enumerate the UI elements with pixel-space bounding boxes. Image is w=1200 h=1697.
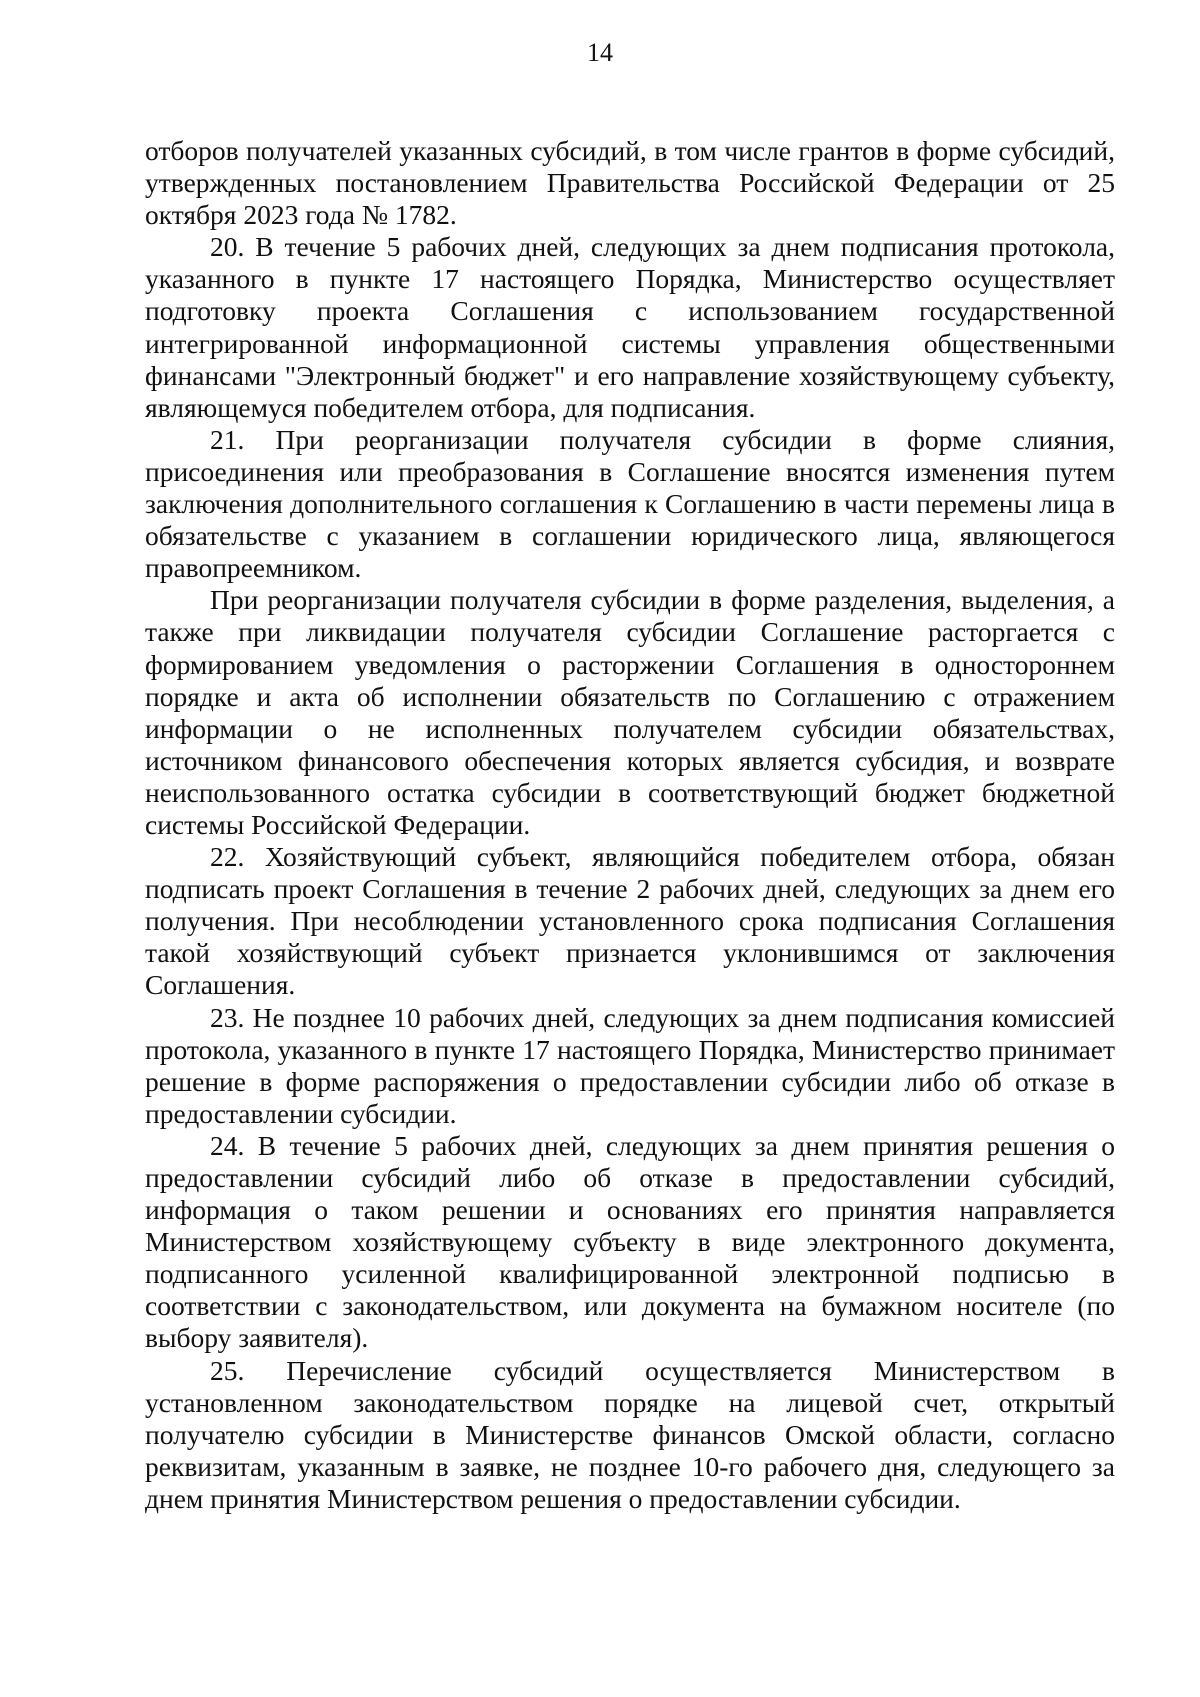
paragraph-item-25: 25. Перечисление субсидий осуществляется Министерством в установленном законодательством порядке на лицевой счет, открытый получателю субсидии в Министерстве финансов Омской области, согласно реквизитам, указанным в заявке, не позднее 10-го рабочего дня, следующего за днем принятия Министерством решения о предоставлении субсидии.: [145, 1354, 1115, 1514]
document-body: [145, 135, 1115, 1515]
paragraph-item-21-continued: При реорганизации получателя субсидии в форме разделения, выделения, а также при ликвидации получателя субсидии Соглашение расторгается с формированием уведомления о расторжении Соглашения в одностороннем порядке и акта об исполнении обязательств по Соглашению с отражением информации о не исполненных получателем субсидии обязательствах, источником финансового обеспечения которых является субсидия, и возврате неиспользованного остатка субсидии в соответствующий бюджет бюджетной системы Российской Федерации.: [145, 584, 1115, 840]
paragraph-item-22: 22. Хозяйствующий субъект, являющийся победителем отбора, обязан подписать проект Соглашения в течение 2 рабочих дней, следующих за днем его получения. При несоблюдении установленного срока подписания Соглашения такой хозяйствующий субъект признается уклонившимся от заключения Соглашения.: [145, 841, 1115, 1001]
page-number: 14: [587, 38, 613, 67]
paragraph-item-24: 24. В течение 5 рабочих дней, следующих за днем принятия решения о предоставлении субсидий либо об отказе в предоставлении субсидий, информация о таком решении и основаниях его принятия направляется Министерством хозяйствующему субъекту в виде электронного документа, подписанного усиленной квалифицированной электронной подписью в соответствии с законодательством, или документа на бумажном носителе (по выбору заявителя).: [145, 1129, 1115, 1354]
paragraph-item-20: 20. В течение 5 рабочих дней, следующих за днем подписания протокола, указанного в пункте 17 настоящего Порядка, Министерство осуществляет подготовку проекта Соглашения с использованием государственной интегрированной информационной системы управления общественными финансами "Электронный бюджет" и его направление хозяйствующему субъекту, являющемуся победителем отбора, для подписания.: [145, 231, 1115, 423]
paragraph-item-21: 21. При реорганизации получателя субсидии в форме слияния, присоединения или преобразования в Соглашение вносятся изменения путем заключения дополнительного соглашения к Соглашению в части перемены лица в обязательстве с указанием в соглашении юридического лица, являющегося правопреемником.: [145, 423, 1115, 584]
paragraph-continuation: отборов получателей указанных субсидий, в том числе грантов в форме субсидий, утвержденных постановлением Правительства Российской Федерации от 25 октября 2023 года № 1782.: [145, 135, 1115, 231]
paragraph-item-23: 23. Не позднее 10 рабочих дней, следующих за днем подписания комиссией протокола, указанного в пункте 17 настоящего Порядка, Министерство принимает решение в форме распоряжения о предоставлении субсидии либо об отказе в предоставлении субсидии.: [145, 1001, 1115, 1129]
